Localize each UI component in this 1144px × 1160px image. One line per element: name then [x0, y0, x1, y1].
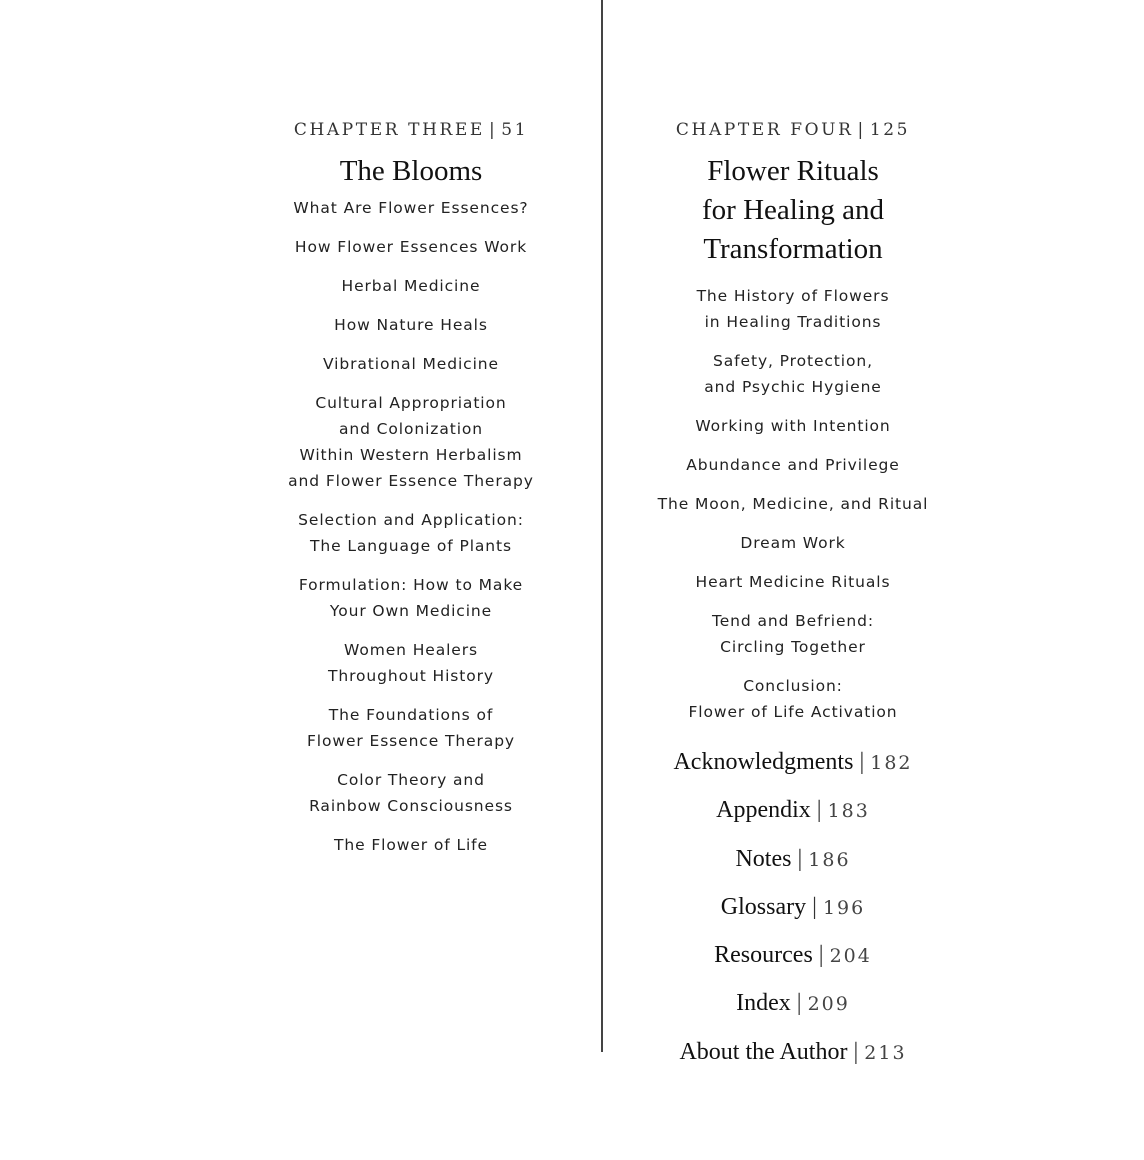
section-entry-line: Abundance and Privilege — [686, 456, 900, 474]
separator: | — [797, 845, 803, 872]
section-entry — [650, 348, 936, 400]
chapter-three-heading — [282, 114, 540, 146]
section-entry-line: Women Healers — [344, 641, 478, 659]
section-entry-line: Heart Medicine Rituals — [695, 573, 891, 591]
section-entry — [282, 234, 540, 260]
section-list — [650, 283, 936, 725]
back-matter-page-number: 186 — [808, 848, 851, 871]
back-matter-entry — [650, 892, 936, 923]
section-entry — [282, 767, 540, 819]
separator: | — [812, 893, 817, 920]
chapter-three-column — [282, 114, 540, 871]
chapter-title — [650, 152, 936, 269]
section-entry-line: The History of Flowers — [696, 287, 890, 305]
section-entry — [650, 452, 936, 478]
separator: | — [857, 120, 866, 140]
section-entry — [282, 832, 540, 858]
back-matter-page-number: 196 — [822, 896, 866, 919]
section-entry-line: Dream Work — [740, 534, 846, 552]
back-matter-label: Resources — [714, 942, 813, 969]
section-entry — [282, 507, 540, 559]
section-entry-line: and Flower Essence Therapy — [288, 472, 534, 490]
section-entry — [650, 530, 936, 556]
section-entry-line: The Moon, Medicine, and Ritual — [657, 495, 929, 513]
back-matter-label: Index — [736, 990, 791, 1017]
section-entry-line: How Nature Heals — [334, 316, 488, 334]
back-matter-page-number: 213 — [864, 1041, 907, 1064]
back-matter-label: Acknowledgments — [673, 749, 854, 775]
section-entry-line: Rainbow Consciousness — [309, 797, 513, 815]
back-matter-list — [650, 747, 936, 1068]
section-entry — [282, 637, 540, 689]
section-entry-line: Vibrational Medicine — [323, 355, 499, 373]
chapter-page-number: 125 — [869, 120, 911, 140]
section-entry — [282, 195, 540, 221]
chapter-title-line: Transformation — [703, 233, 883, 265]
chapter-four-heading — [650, 114, 936, 146]
section-entry-line: What Are Flower Essences? — [293, 199, 529, 217]
section-entry — [650, 413, 936, 439]
section-entry-line: Herbal Medicine — [341, 277, 481, 295]
section-entry — [282, 390, 540, 494]
back-matter-entry — [650, 747, 936, 778]
section-entry-line: and Psychic Hygiene — [704, 378, 882, 396]
section-entry — [282, 351, 540, 377]
separator: | — [488, 120, 498, 140]
section-entry-line: Conclusion: — [743, 677, 843, 695]
section-entry-line: The Foundations of — [328, 706, 494, 724]
back-matter-page-number: 209 — [807, 993, 850, 1016]
section-entry-line: Circling Together — [720, 638, 866, 656]
separator: | — [859, 749, 865, 775]
back-matter-label: Notes — [735, 845, 792, 872]
section-entry-line: Formulation: How to Make — [298, 576, 524, 594]
section-entry-line: Within Western Herbalism — [299, 446, 523, 464]
chapter-title-line: Flower Rituals — [707, 155, 879, 187]
section-entry-line: Selection and Application: — [298, 511, 524, 529]
section-entry-line: How Flower Essences Work — [294, 238, 528, 256]
back-matter-page-number: 204 — [829, 945, 872, 968]
separator: | — [796, 990, 802, 1017]
section-entry-line: Tend and Befriend: — [712, 612, 874, 630]
section-entry-line: Flower Essence Therapy — [306, 732, 516, 750]
section-entry-line: in Healing Traditions — [704, 313, 882, 331]
back-matter-entry — [650, 844, 936, 875]
section-entry-line: Safety, Protection, — [713, 352, 873, 370]
back-matter-label: About the Author — [679, 1038, 848, 1065]
section-entry-line: Working with Intention — [695, 417, 891, 435]
section-entry-line: Your Own Medicine — [329, 602, 493, 620]
chapter-title-line: for Healing and — [702, 194, 884, 226]
section-entry — [282, 273, 540, 299]
back-matter-page-number: 182 — [870, 752, 913, 774]
back-matter-page-number: 183 — [827, 800, 870, 823]
section-entry-line: Cultural Appropriation — [315, 394, 507, 412]
back-matter-entry — [650, 940, 936, 971]
chapter-label: CHAPTER FOUR — [675, 120, 854, 140]
chapter-title: The Blooms — [339, 155, 483, 187]
section-entry-line: The Language of Plants — [310, 537, 512, 555]
section-entry-line: Flower of Life Activation — [688, 703, 898, 721]
section-entry-line: Color Theory and — [337, 771, 485, 789]
section-entry — [650, 608, 936, 660]
separator: | — [816, 797, 822, 824]
section-entry-line: Throughout History — [328, 667, 494, 685]
chapter-label: CHAPTER THREE — [293, 120, 485, 140]
chapter-four-column — [650, 114, 936, 1085]
back-matter-entry — [650, 795, 936, 826]
section-list — [282, 195, 540, 858]
separator: | — [818, 942, 824, 969]
back-matter-label: Glossary — [720, 893, 807, 920]
section-entry — [282, 312, 540, 338]
section-entry — [650, 283, 936, 335]
back-matter-label: Appendix — [716, 797, 811, 824]
separator: | — [853, 1038, 859, 1065]
page-divider — [601, 0, 603, 1052]
section-entry — [282, 702, 540, 754]
section-entry-line: The Flower of Life — [334, 836, 488, 854]
chapter-page-number: 51 — [501, 120, 529, 140]
section-entry — [650, 673, 936, 725]
section-entry — [282, 572, 540, 624]
back-matter-entry — [650, 1037, 936, 1068]
section-entry — [650, 491, 936, 517]
section-entry — [650, 569, 936, 595]
section-entry-line: and Colonization — [338, 420, 484, 438]
back-matter-entry — [650, 988, 936, 1019]
